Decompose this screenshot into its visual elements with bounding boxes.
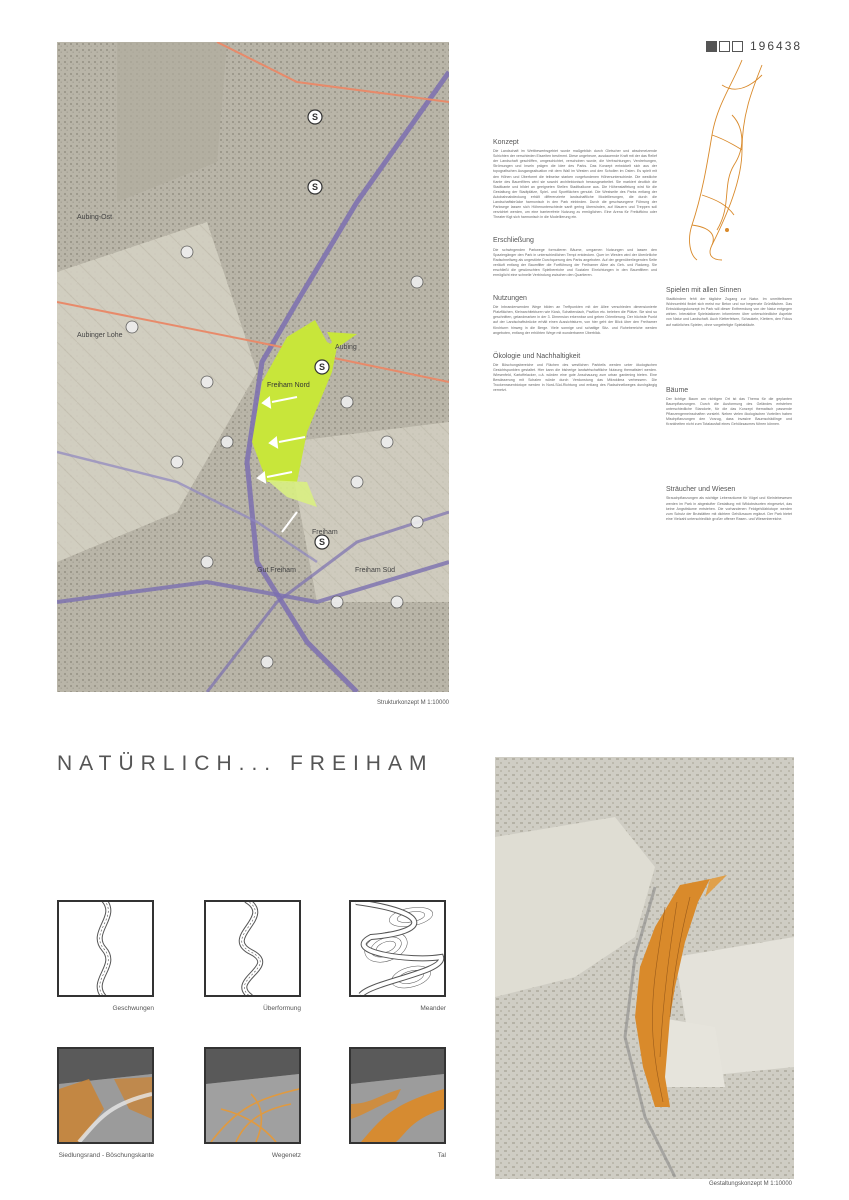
- place-label: Gut Freiham: [257, 567, 296, 574]
- id-square-icon: [706, 41, 717, 52]
- geschwungen-drawing: [59, 902, 152, 995]
- structure-map: [57, 42, 449, 692]
- section-heading: Nutzungen: [493, 295, 527, 303]
- diagram-label: Tal: [437, 1152, 446, 1159]
- design-map-drawing: [495, 757, 794, 1179]
- section-heading: Sträucher und Wiesen: [666, 486, 736, 494]
- section-heading: Konzept: [493, 139, 519, 146]
- design-map: [495, 757, 794, 1179]
- diagram-label: Überformung: [263, 1005, 301, 1012]
- section-body: Strauchpflanzungen als wichtige Lebensräume für Vögel und Kleinlebewesen werden im Park in abgestufter Gestaltung mit Wildobstsorten eingesetzt, das keine Angstträume entstehen. Die vorhandenen Feldgehölzbiotope werden zum Schutz der Brutstätten mit dichtem Gehölzsaum ergänzt. Der Park bietet eine Vielzahl unterschiedlich großer offener Rasen- und Wiesenbereiche.: [666, 496, 792, 521]
- page-title: NATÜRLICH... FREIHAM: [57, 752, 434, 775]
- svg-text:S: S: [311, 112, 319, 122]
- diagram-label: Siedlungsrand - Böschungskante: [58, 1152, 154, 1159]
- section-body: Die Böschungsbereiche und Flächen des westlichen Parkteils werden unter ökologischen Gesichtspunkten gestaltet. Hier kann die bisherige landwirtschaftliche Nutzung thematisiert werden. Wiesenfeld, Kartoffelacker, o.ä. würden eine gute Anschauung zum urban gardening bieten. Eine Bewässerung mit Schalen würde durch Verdunstung das Mikroklima verbessern. Die Trockenrasenbiotope werden in Nord-Süd-Richtung und entlang des Radschnellweges durchgängig vernetzt.: [493, 362, 657, 393]
- competition-id-box: [706, 39, 802, 53]
- diagram-label: Meander: [420, 1005, 446, 1012]
- diagram-meander: [349, 900, 446, 997]
- diagram-wegenetz: [204, 1047, 301, 1144]
- ueberformung-drawing: [206, 902, 299, 995]
- place-label: Freiham Nord: [267, 382, 310, 389]
- meander-drawing: [351, 902, 444, 995]
- tal-drawing: [351, 1049, 444, 1142]
- svg-text:S: S: [311, 182, 319, 192]
- diagram-label: Geschwungen: [112, 1005, 154, 1012]
- place-label: Freiham Süd: [355, 567, 396, 574]
- design-map-caption: Gestaltungskonzept M 1:10000: [708, 1181, 792, 1187]
- section-body: Der lichtige Baum am richtigen Ort ist das Thema für die geplanten Baumpflanzungen. Durch die Ausformung des Geländes entstehen unterschiedliche Standorte, für die das Konzept thematisch passende Pflanzengemeinschaften vorsieht. Neben vielen ökologischen Vorteilen haben Mischpflanzungen den Vorzug, dass invasive Baumschädlinge und Krankheiten nicht zum Totalausfall eines Gehölzsaumes führen können.: [666, 396, 792, 427]
- diagram-ueberformung: [204, 900, 301, 997]
- section-heading: Ökologie und Nachhaltigkeit: [493, 352, 581, 360]
- section-heading: Spielen mit allen Sinnen: [666, 287, 742, 294]
- structure-map-caption: Strukturkonzept M 1:10000: [376, 700, 449, 706]
- id-square-icon: [732, 41, 743, 52]
- wegenetz-drawing: [206, 1049, 299, 1142]
- text-column-right: [666, 282, 792, 525]
- section-heading: Erschließung: [493, 237, 534, 245]
- place-label: Aubing-Ost: [77, 214, 113, 221]
- section-heading: Bäume: [666, 386, 689, 394]
- id-square-icon: [719, 41, 730, 52]
- svg-text:S: S: [318, 537, 326, 547]
- path-diagram-drawing: [672, 55, 787, 265]
- diagram-tal: [349, 1047, 446, 1144]
- diagram-geschwungen: [57, 900, 154, 997]
- diagram-siedlungsrand: [57, 1047, 154, 1144]
- structure-map-drawing: [57, 42, 449, 692]
- text-column-left: [493, 134, 657, 396]
- competition-id: 196438: [750, 39, 803, 53]
- siedlungsrand-drawing: [59, 1049, 152, 1142]
- svg-text:S: S: [318, 362, 326, 372]
- diagram-label: Wegenetz: [271, 1152, 301, 1159]
- place-label: Freiham: [312, 529, 338, 536]
- section-body: Stadtkindern fehlt der tägliche Zugang zur Natur. Im unmittelbaren Wohnumfeld findet sich meist nur Beton und nur begrenzte Grünflächen. Das Entwicklungskonzept im Park will dieser Entfremdung von der Natur entgegen wirken. Interaktive Spielstationen informieren über unterschiedliche Aspekte von Natur und Landschaft. Auch Kletterfelsen, Schaukeln, Klettern, den Fokus auf natürliches Spielen, ohne vorgefertigte Spielabläufe.: [666, 297, 792, 327]
- place-label: Aubing: [335, 344, 357, 351]
- section-body: Die schwingenden Parkwege formulieren Bäume, umgarnen Nutzungen und lassen den Spaziergänger den Park in unterschiedlichen Tempi entdecken. Quer im Westen wird der überörtliche Radschnellweg als ungestörte Durchquerung des Parks angeboten. Auf der gegenüberliegenden Seite verläuft entlang der Baumfilter die Fortführung der Freihamer Allee als Geh- und Radweg. Sie erschließt die gewünschten Spielbereiche und Sozialen Einrichtungen in den Baumfiltern und ermöglicht eine schnelle Verbindung zwischen den Quartieren.: [493, 247, 657, 277]
- section-body: Die Landschaft im Wettbewerbsgebiet wurde maßgeblich durch Gletscher und abschmelzende Schichten der verschieden Eiszeiten bestimmt. Diese ungeheure, ausdauernde Kraft mit der das Relief der Landschaft geschliffen, umgeschichtet, verschoben wurde, die Verfrachtungen, Verdrehungen, Strömungen und Inseln prägen die Idee des Parks. Das Konzept entwickelt sich aus der topografischen Ausgangssituation mit dem Wall im Westen und den Schollen im Osten. Es spielt mit den Höhen und Überformt die teilweise starken vorgefundenen Höhenunterschiede. Die westliche Kante des Baumfilters wird sie sowohl architektonisch herausgearbeitet. Sie markiert deutlich die Stadtkante und bildet an geeigneten Stellen Stadtbalkone aus. Die Höhenstaffelung wird für die Gestaltung der Stadtplätze, Spiel- und Sportflächen genutzt. Die Westseite des Parks entlang der Autobahnabdeckung erhält differenzierte landschaftliche Modellierungen, die durch die Landschaftsbrücke harmonisch in den Park einbinden. Durch die geschwungene Führung der Parkwege lassen sich Höhenunterschiede sanft gering überwinden, auf Mauern und Treppen soll verzichtet werden, um eine barrierefreie Nutzung zu ermöglichen. Eine Arena für Freiluftkino oder Theater fügt sich harmonisch in die Modellierung ein.: [493, 149, 657, 220]
- section-body: Die Inbranderwenden Wege bilden an Treffpunkten mit der Allee verschieden dimensionierte Platzflächen, Kleinarchitekturen wie Kiosk, Schattendach, Pavillon etc. beleben die Plätze. Sie sind so geschnitten, gelandmarken in der 3. Dimension erkennbar und geben Orientierung. Der höchste Punkt auf der Landschaftsbrücke erhält einen Aussichtsturm, von hier geht der Blick über den Freihamer Kirchturm hinweg in die Berge. Viele sonnige und schattige Sitz- und Ruhebereiche werden angeboten, entlang der erhöhten Wege mit wunderbarem Überblick.: [493, 305, 657, 335]
- place-label: Aubinger Lohe: [77, 332, 123, 339]
- path-diagram: [672, 55, 787, 265]
